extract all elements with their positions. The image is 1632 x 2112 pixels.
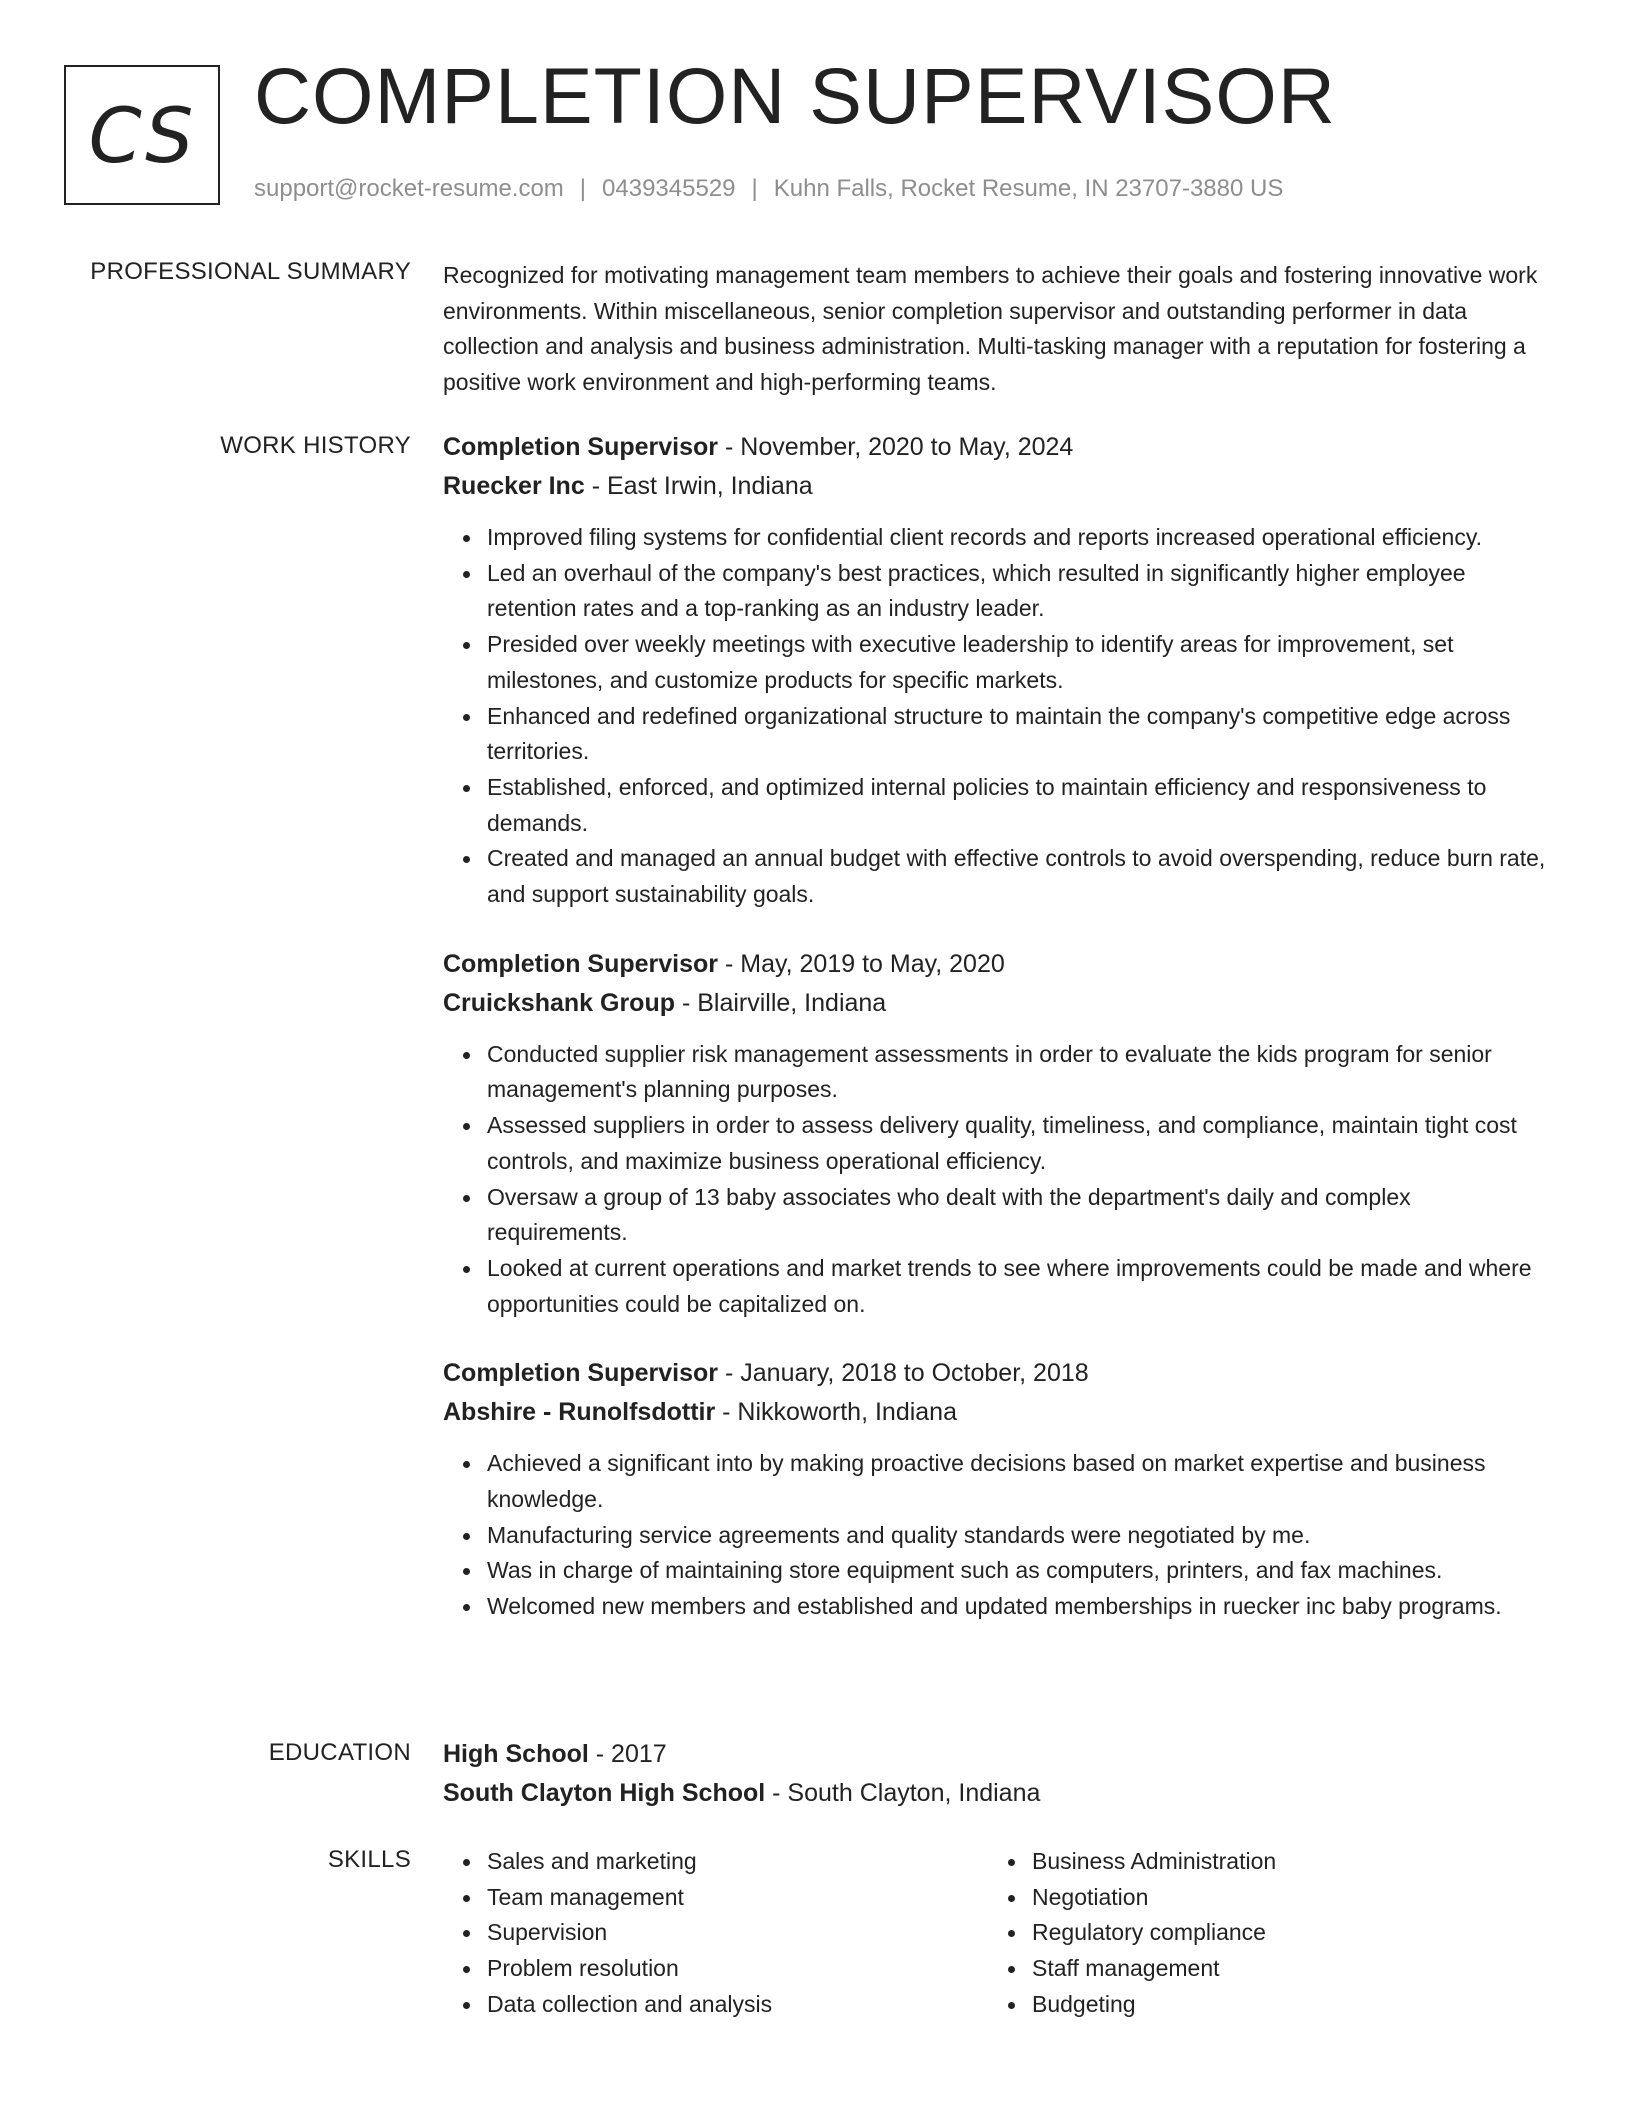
education-year: - 2017 <box>588 1740 667 1768</box>
education-school: South Clayton High School <box>443 1779 766 1807</box>
job-bullet: Manufacturing service agreements and quality standards were negotiated by me. <box>487 1518 1553 1554</box>
skills-list <box>988 1844 1533 2023</box>
summary-text: Recognized for motivating management team members to achieve their goals and fostering innovative work environments. Within miscellaneous, senior completion supervisor and outstanding performer in data collection and analysis and business administration. Multi-tasking manager with a reputation for fostering a positive work environment and high-performing teams. <box>443 262 1538 396</box>
contact-separator: | <box>751 175 758 202</box>
job-role: Completion Supervisor <box>443 1359 719 1388</box>
job-entry <box>443 428 1553 913</box>
job-dates: - January, 2018 to October, 2018 <box>718 1359 1089 1388</box>
job-company-line <box>443 984 1553 1023</box>
job-role-line <box>443 428 1553 467</box>
education-location: - South Clayton, Indiana <box>765 1779 1041 1807</box>
job-bullet: Presided over weekly meetings with executive leadership to identify areas for improvement, set milestones, and customize products for specific markets. <box>487 627 1553 698</box>
job-bullet: Created and managed an annual budget with effective controls to avoid overspending, reduce burn rate, and support sustainability goals. <box>487 841 1553 912</box>
job-bullet: Improved filing systems for confidential client records and reports increased operational efficiency. <box>487 520 1553 556</box>
contact-line <box>254 175 1283 203</box>
skill-item: Team management <box>487 1880 988 1916</box>
job-bullet: Assessed suppliers in order to assess delivery quality, timeliness, and compliance, maintain tight cost controls, and maximize business operational efficiency. <box>487 1108 1553 1179</box>
skills-list <box>443 1844 988 2023</box>
skills-column-right <box>988 1844 1533 2023</box>
job-company: Ruecker Inc <box>443 472 585 500</box>
job-role: Completion Supervisor <box>443 949 719 978</box>
job-bullet: Enhanced and redefined organizational structure to maintain the company's competitive edge across territories. <box>487 699 1553 770</box>
skills-title: SKILLS <box>327 1846 411 1873</box>
skill-item: Supervision <box>487 1915 988 1951</box>
monogram-badge <box>64 65 220 205</box>
job-bullets <box>443 1037 1553 1323</box>
skill-item: Sales and marketing <box>487 1844 988 1880</box>
job-company-line <box>443 1393 1553 1432</box>
skills-body <box>443 1844 1553 2023</box>
skill-item: Data collection and analysis <box>487 1987 988 2023</box>
education-degree: High School <box>443 1740 589 1768</box>
education-degree-line <box>443 1735 1553 1774</box>
job-bullet: Was in charge of maintaining store equipment such as computers, printers, and fax machines. <box>487 1553 1553 1589</box>
job-location: - Blairville, Indiana <box>675 988 887 1017</box>
skill-item: Problem resolution <box>487 1951 988 1987</box>
job-role: Completion Supervisor <box>443 433 719 461</box>
job-bullet: Conducted supplier risk management assessments in order to evaluate the kids program for senior management's planning purposes. <box>487 1037 1553 1108</box>
job-bullet: Led an overhaul of the company's best practices, which resulted in significantly higher employee retention rates and a top-ranking as an industry leader. <box>487 556 1553 627</box>
job-company: Abshire - Runolfsdottir <box>443 1398 716 1427</box>
resume-name: COMPLETION SUPERVISOR <box>254 51 1336 140</box>
skill-item: Staff management <box>1032 1951 1533 1987</box>
job-bullets <box>443 520 1553 913</box>
education-title: EDUCATION <box>268 1739 411 1766</box>
job-dates: - November, 2020 to May, 2024 <box>718 433 1074 461</box>
work-history-body <box>443 428 1553 1657</box>
job-role-line <box>443 1354 1553 1393</box>
job-bullet: Established, enforced, and optimized internal policies to maintain efficiency and responsiveness to demands. <box>487 770 1553 841</box>
education-body <box>443 1735 1553 1813</box>
contact-email[interactable]: support@rocket-resume.com <box>254 175 564 202</box>
education-school-line <box>443 1774 1553 1813</box>
job-entry <box>443 1354 1553 1625</box>
skill-item: Regulatory compliance <box>1032 1915 1533 1951</box>
job-company-line <box>443 467 1553 506</box>
contact-phone[interactable]: 0439345529 <box>602 175 736 202</box>
skill-item: Negotiation <box>1032 1880 1533 1916</box>
job-bullet: Looked at current operations and market trends to see where improvements could be made and where opportunities could be capitalized on. <box>487 1251 1553 1322</box>
skills-column-left <box>443 1844 988 2023</box>
work-history-title: WORK HISTORY <box>220 432 411 459</box>
job-bullets <box>443 1446 1553 1625</box>
job-bullet: Oversaw a group of 13 baby associates who dealt with the department's daily and complex requirements. <box>487 1180 1553 1251</box>
contact-address: Kuhn Falls, Rocket Resume, IN 23707-3880 US <box>773 175 1284 202</box>
job-company: Cruickshank Group <box>443 988 675 1017</box>
job-role-line <box>443 945 1553 984</box>
skill-item: Business Administration <box>1032 1844 1533 1880</box>
job-dates: - May, 2019 to May, 2020 <box>718 949 1005 978</box>
contact-separator: | <box>579 175 587 202</box>
monogram-text: CS <box>88 90 196 180</box>
skills-columns <box>443 1844 1553 2023</box>
job-location: - Nikkoworth, Indiana <box>715 1398 957 1427</box>
job-entry <box>443 945 1553 1323</box>
job-bullet: Welcomed new members and established and updated memberships in ruecker inc baby programs. <box>487 1589 1553 1625</box>
job-bullet: Achieved a significant into by making proactive decisions based on market expertise and business knowledge. <box>487 1446 1553 1517</box>
skill-item: Budgeting <box>1032 1987 1533 2023</box>
summary-title: PROFESSIONAL SUMMARY <box>90 258 411 285</box>
job-location: - East Irwin, Indiana <box>584 472 813 500</box>
